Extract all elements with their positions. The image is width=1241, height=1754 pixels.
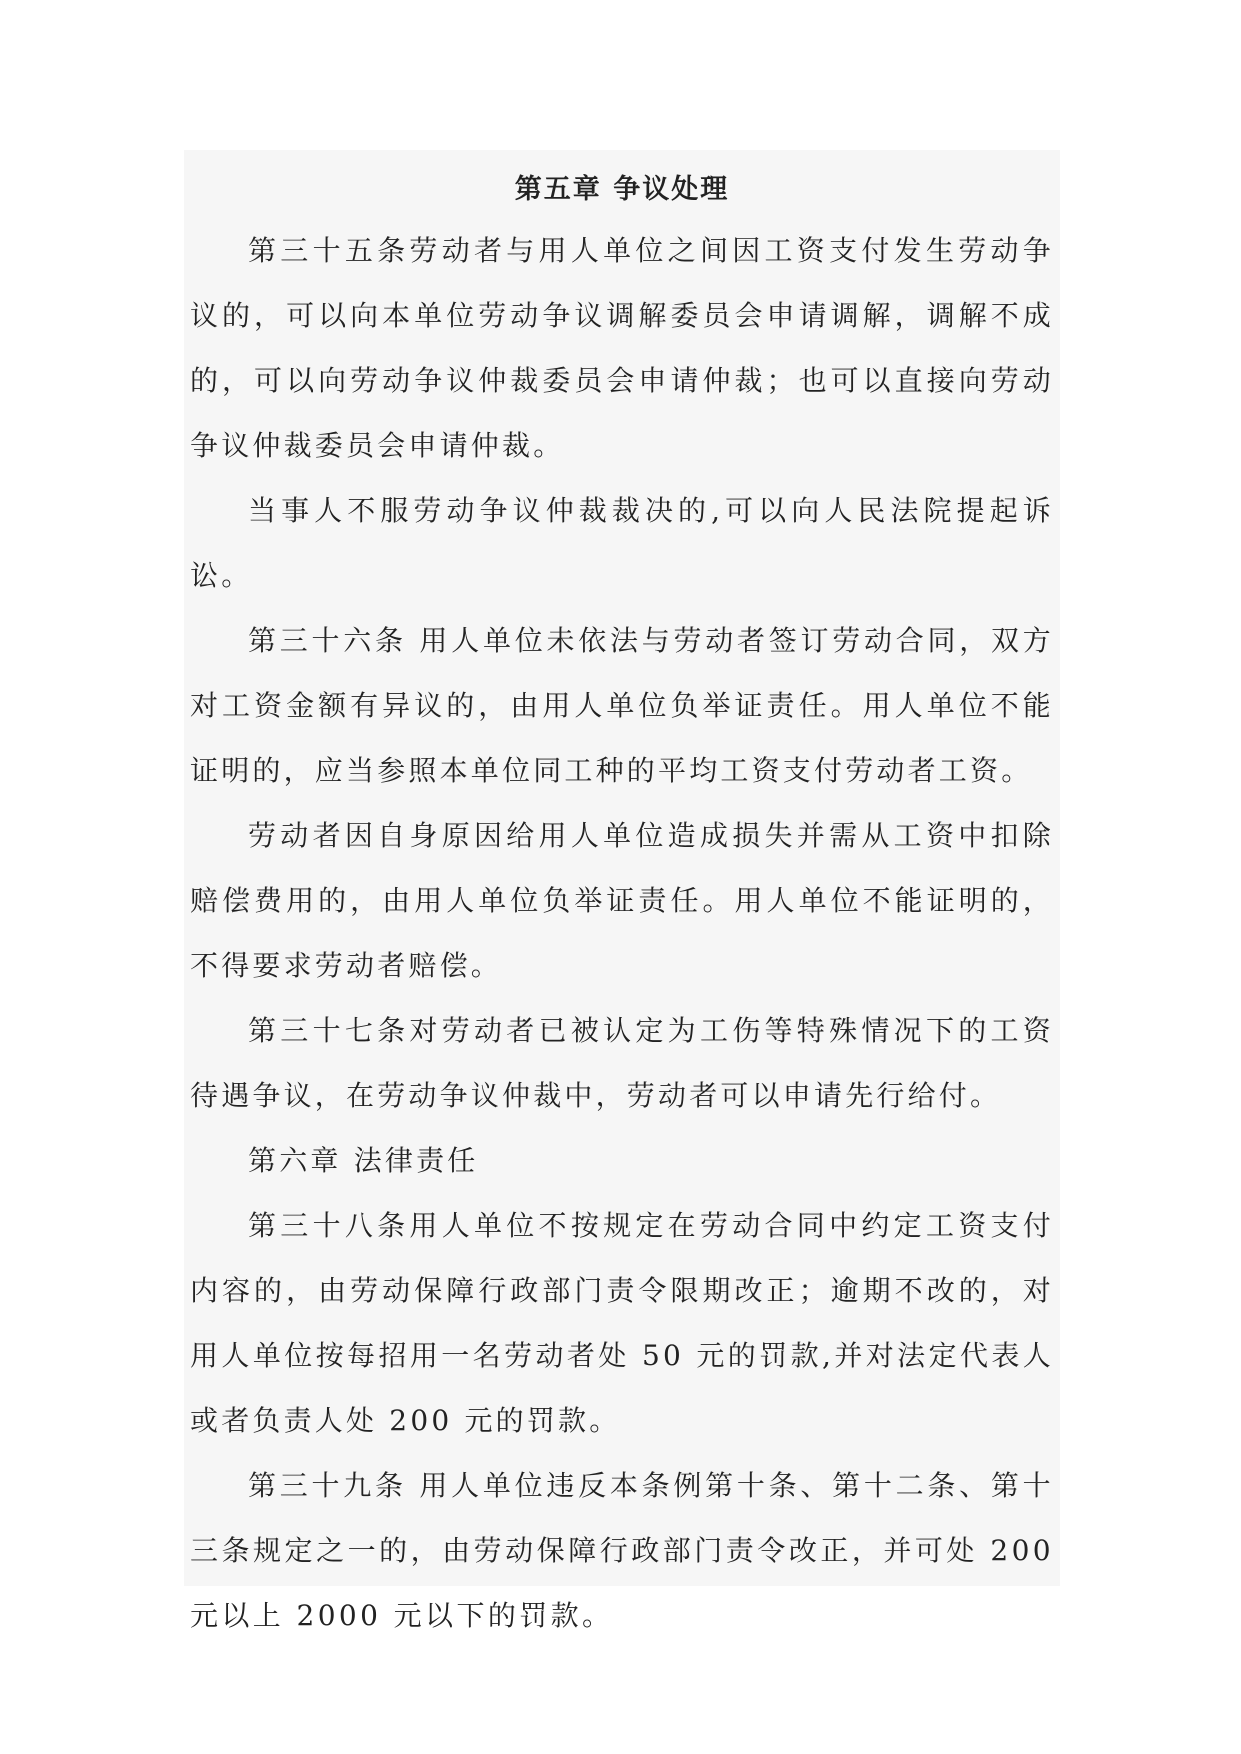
article-37-paragraph: 第三十七条对劳动者已被认定为工伤等特殊情况下的工资待遇争议，在劳动争议仲裁中，劳动者可以申请先行给付。	[190, 1014, 1054, 1112]
chapter-6-heading: 第六章 法律责任	[248, 1144, 479, 1177]
document-text-block	[184, 150, 1060, 1632]
article-39-paragraph: 第三十九条 用人单位违反本条例第十条、第十二条、第十三条规定之一的，由劳动保障行政部门责令改正，并可处 200 元以上 2000 元以下的罚款。	[190, 1469, 1054, 1632]
article-36-paragraph: 第三十六条 用人单位未依法与劳动者签订劳动合同，双方对工资金额有异议的，由用人单位负举证责任。用人单位不能证明的，应当参照本单位同工种的平均工资支付劳动者工资。	[190, 624, 1054, 787]
compensation-paragraph: 劳动者因自身原因给用人单位造成损失并需从工资中扣除赔偿费用的，由用人单位负举证责任。用人单位不能证明的，不得要求劳动者赔偿。	[190, 819, 1054, 982]
article-38-paragraph: 第三十八条用人单位不按规定在劳动合同中约定工资支付内容的，由劳动保障行政部门责令限期改正；逾期不改的，对用人单位按每招用一名劳动者处 50 元的罚款,并对法定代表人或者负责人处 200 元的罚款。	[190, 1209, 1054, 1437]
litigation-paragraph: 当事人不服劳动争议仲裁裁决的,可以向人民法院提起诉讼。	[190, 494, 1054, 592]
chapter-title: 第五章 争议处理	[514, 174, 730, 205]
article-35-paragraph: 第三十五条劳动者与用人单位之间因工资支付发生劳动争议的，可以向本单位劳动争议调解委员会申请调解，调解不成的，可以向劳动争议仲裁委员会申请仲裁；也可以直接向劳动争议仲裁委员会申请仲裁。	[190, 234, 1054, 462]
